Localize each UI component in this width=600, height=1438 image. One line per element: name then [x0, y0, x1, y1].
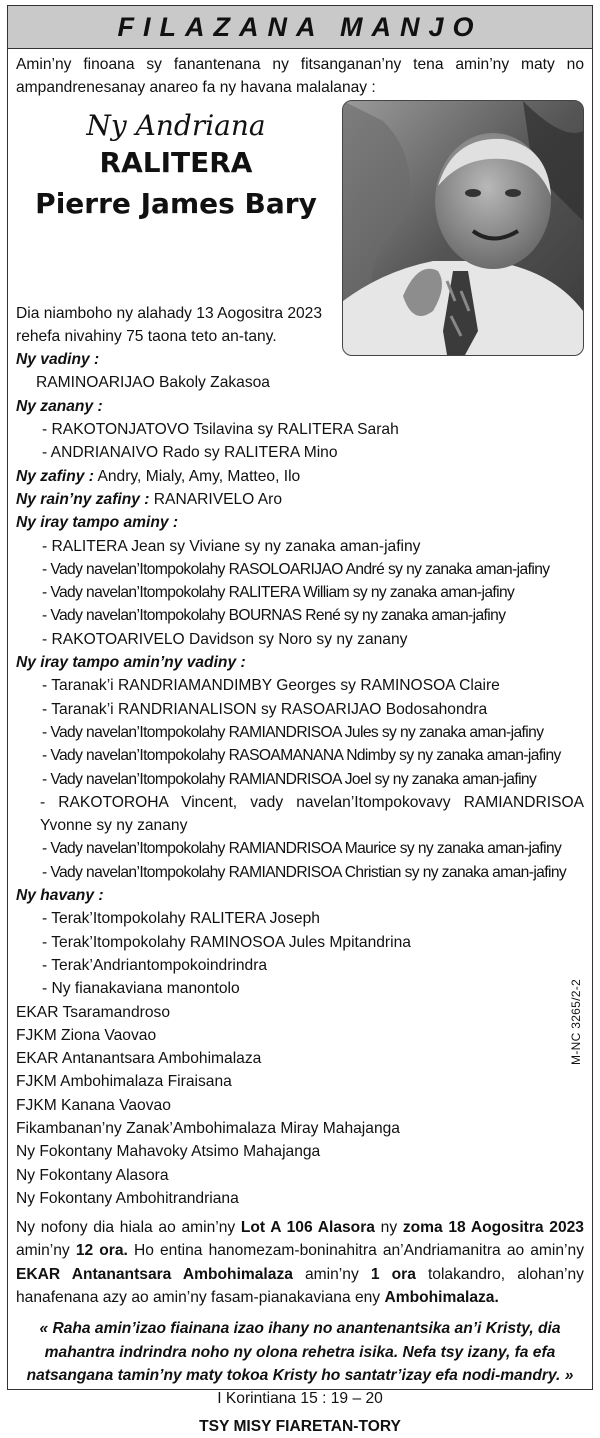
list-item: - Vady navelan’Itompokolahy RAMIANDRISOA Joel sy ny zanaka aman-jafiny	[42, 770, 537, 788]
deceased-given-names: Pierre James Bary	[35, 186, 317, 220]
funeral-text: tolakandro, alohan’ny hanafenana azy ao amin’ny fasam-pianakaviana eny	[16, 1265, 584, 1307]
list-item: - Vady navelan’Itompokolahy RALITERA William sy ny zanaka aman-jafiny	[42, 584, 515, 602]
organization-item: Ny Fokontany Alasora	[16, 1166, 169, 1184]
grandchildren-names: Andry, Mialy, Amy, Matteo, Ilo	[93, 467, 301, 485]
obituary-notice	[7, 5, 593, 1435]
death-line-2: rehefa nivahiny 75 taona teto an-tany.	[16, 327, 277, 345]
top-section	[16, 100, 584, 302]
spouse-label: Ny vadiny :	[16, 351, 100, 369]
list-item: - Vady navelan’Itompokolahy RAMIANDRISOA Maurice sy ny zanaka aman-jafiny	[42, 840, 562, 858]
organization-item: FJKM Ambohimalaza Firaisana	[16, 1073, 232, 1091]
list-item: - RALITERA Jean sy Viviane sy ny zanaka aman-jafiny	[42, 537, 421, 555]
funeral-time: 12 ora.	[75, 1242, 128, 1260]
funeral-text: amin’ny	[292, 1265, 371, 1283]
list-item: - Terak’Itompokolahy RALITERA Joseph	[42, 910, 320, 928]
organization-item: Ny Fokontany Ambohitrandriana	[16, 1189, 239, 1207]
service-time: 1 ora	[370, 1265, 416, 1283]
grandchildren-father-name: RANARIVELO Aro	[149, 490, 283, 508]
list-item: - Terak’Itompokolahy RAMINOSOA Jules Mpitandrina	[42, 933, 411, 951]
list-item: - ANDRIANAIVO Rado sy RALITERA Mino	[42, 444, 338, 462]
bible-verse: « Raha amin’izao fiainana izao ihany no anantenantsika an’i Kristy, dia mahantra indrindra noho ny olona rehetra isika. Nefa tsy izany, fa efa natsangana tamin’ny maty tokoa Kristy ho santatr’izay efa nodi-mandry. »	[26, 1320, 574, 1384]
list-item: - Terak’Andriantompokoindrindra	[42, 956, 268, 974]
deceased-surname: RALITERA	[99, 145, 253, 179]
notice-body	[8, 49, 592, 1438]
portrait-image	[343, 101, 583, 355]
funeral-text: amin’ny	[16, 1242, 76, 1260]
funeral-church: EKAR Antanantsara Ambohimalaza	[16, 1265, 293, 1283]
grandchildren-father-label: Ny rain’ny zafiny :	[16, 490, 150, 508]
list-item: - Vady navelan’Itompokolahy RAMIANDRISOA Christian sy ny zanaka aman-jafiny	[42, 863, 567, 881]
list-item: - Vady navelan’Itompokolahy BOURNAS René sy ny zanaka aman-jafiny	[42, 607, 506, 625]
burial-place: Ambohimalaza.	[384, 1289, 499, 1307]
intro-text: Amin’ny finoana sy fanantenana ny fitsanganan’ny tena amin’ny maty no ampandrenesanay anareo fa ny havana malalanay :	[16, 56, 584, 97]
organization-item: FJKM Kanana Vaovao	[16, 1096, 171, 1114]
list-item: - Taranak’i RANDRIAMANDIMBY Georges sy RAMINOSOA Claire	[42, 677, 500, 695]
children-label: Ny zanany :	[16, 397, 103, 415]
list-item: - RAKOTOROHA Vincent, vady navelan’Itompokovavy RAMIANDRISOA Yvonne sy ny zanany	[40, 793, 584, 835]
list-item: - RAKOTONJATOVO Tsilavina sy RALITERA Sarah	[42, 421, 399, 439]
grandchildren-father-line	[16, 488, 584, 511]
funeral-location: Lot A 106 Alasora	[240, 1219, 375, 1237]
list-item: - Vady navelan’Itompokolahy RASOAMANANA Ndimby sy ny zanaka aman-jafiny	[42, 747, 561, 765]
portrait-photo	[342, 100, 584, 356]
list-item: - Ny fianakaviana manontolo	[42, 980, 240, 998]
honorific: Ny Andriana	[86, 108, 266, 142]
organization-item: Ny Fokontany Mahavoky Atsimo Mahajanga	[16, 1143, 321, 1161]
footer-notice: TSY MISY FIARETAN-TORY	[199, 1417, 401, 1435]
list-item: - Taranak’i RANDRIANALISON sy RASOARIJAO Bodosahondra	[42, 700, 488, 718]
list-item: - Vady navelan’Itompokolahy RASOLOARIJAO André sy ny zanaka aman-jafiny	[42, 560, 550, 578]
organization-item: Fikambanan’ny Zanak’Ambohimalaza Miray Mahajanga	[16, 1119, 400, 1137]
verse-reference: I Korintiana 15 : 19 – 20	[217, 1390, 383, 1408]
relatives-label: Ny havany :	[16, 887, 104, 905]
funeral-text: ny	[374, 1219, 403, 1237]
funeral-text: Ny nofony dia hiala ao amin’ny	[16, 1219, 241, 1237]
organization-item: FJKM Ziona Vaovao	[16, 1026, 157, 1044]
grandchildren-label: Ny zafiny :	[16, 467, 94, 485]
notice-title: FILAZANA MANJO	[117, 11, 483, 42]
deceased-name-block	[16, 100, 336, 226]
siblings-label: Ny iray tampo aminy :	[16, 514, 179, 532]
inlaws-label: Ny iray tampo amin’ny vadiny :	[16, 654, 246, 672]
list-item: - Vady navelan’Itompokolahy RAMIANDRISOA Jules sy ny zanaka aman-jafiny	[42, 723, 544, 741]
notice-header	[8, 6, 592, 49]
grandchildren-line	[16, 465, 584, 488]
spouse-name: RAMINOARIJAO Bakoly Zakasoa	[36, 374, 270, 392]
funeral-details	[16, 1216, 584, 1309]
ad-code: M-NC 3265/2-2	[568, 979, 583, 1065]
organization-item: EKAR Antanantsara Ambohimalaza	[16, 1050, 262, 1068]
funeral-text: Ho entina hanomezam-boninahitra an’Andriamanitra ao amin’ny	[127, 1242, 584, 1260]
organization-item: EKAR Tsaramandroso	[16, 1003, 170, 1021]
list-item: - RAKOTOARIVELO Davidson sy Noro sy ny zanany	[42, 630, 408, 648]
death-line-1: Dia niamboho ny alahady 13 Aogositra 2023	[16, 304, 323, 322]
funeral-date: zoma 18 Aogositra 2023	[402, 1219, 584, 1237]
